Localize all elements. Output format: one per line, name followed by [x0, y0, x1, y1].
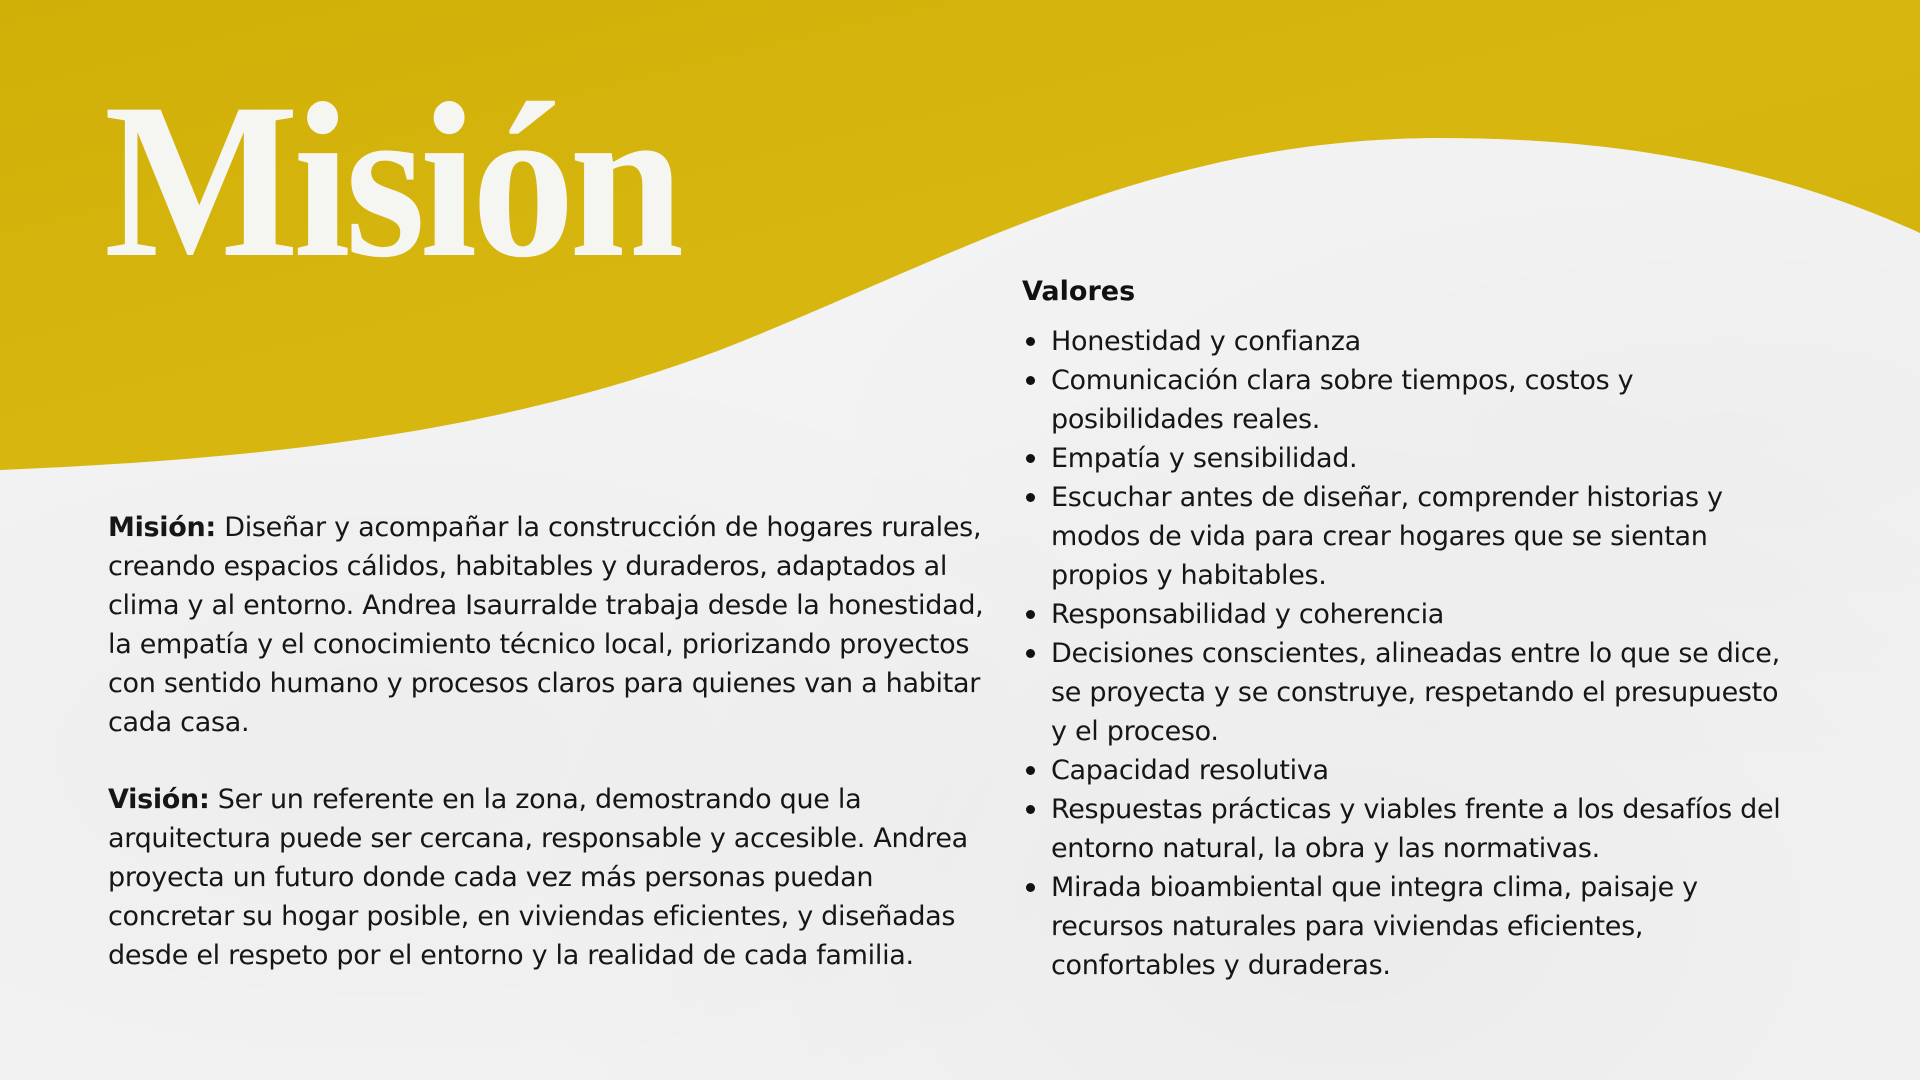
list-item-text: Decisiones conscientes, alineadas entre lo que se dice, se proyecta y se construye, respetando el presupuesto y el proceso.	[1051, 638, 1780, 747]
bullet-icon	[1026, 883, 1035, 892]
list-item	[1022, 322, 1782, 361]
valores-heading: Valores	[1022, 276, 1136, 307]
bullet-icon	[1026, 610, 1035, 619]
list-item-text: Respuestas prácticas y viables frente a los desafíos del entorno natural, la obra y las normativas.	[1051, 794, 1781, 864]
list-item-text: Mirada bioambiental que integra clima, paisaje y recursos naturales para viviendas eficientes, confortables y duraderas.	[1051, 872, 1698, 981]
vision-label: Visión:	[108, 784, 210, 815]
mision-label: Misión:	[108, 512, 216, 543]
list-item-text: Honestidad y confianza	[1051, 326, 1361, 357]
list-item-text: Responsabilidad y coherencia	[1051, 599, 1445, 630]
list-item	[1022, 868, 1782, 985]
bullet-icon	[1026, 376, 1035, 385]
bullet-icon	[1026, 454, 1035, 463]
list-item	[1022, 595, 1782, 634]
list-item	[1022, 751, 1782, 790]
bullet-icon	[1026, 649, 1035, 658]
list-item-text: Escuchar antes de diseñar, comprender historias y modos de vida para crear hogares que se sientan propios y habitables.	[1051, 482, 1723, 591]
list-item	[1022, 790, 1782, 868]
list-item	[1022, 478, 1782, 595]
list-item	[1022, 361, 1782, 439]
list-item-text: Capacidad resolutiva	[1051, 755, 1329, 786]
mision-text: Diseñar y acompañar la construcción de hogares rurales, creando espacios cálidos, habitables y duraderos, adaptados al clima y al entorno. Andrea Isaurralde trabaja desde la honestidad, la empatía y el conocimiento técnico local, priorizando proyectos con sentido humano y procesos claros para quienes van a habitar cada casa.	[108, 512, 984, 738]
list-item-text: Comunicación clara sobre tiempos, costos y posibilidades reales.	[1051, 365, 1634, 435]
mision-paragraph	[108, 508, 988, 742]
valores-list	[1022, 322, 1782, 985]
list-item	[1022, 439, 1782, 478]
bullet-icon	[1026, 493, 1035, 502]
list-item-text: Empatía y sensibilidad.	[1051, 443, 1358, 474]
vision-paragraph	[108, 780, 988, 975]
bullet-icon	[1026, 766, 1035, 775]
list-item	[1022, 634, 1782, 751]
page-title: Misión	[104, 58, 679, 304]
bullet-icon	[1026, 805, 1035, 814]
vision-text: Ser un referente en la zona, demostrando que la arquitectura puede ser cercana, responsable y accesible. Andrea proyecta un futuro donde cada vez más personas puedan concretar su hogar posible, en viviendas eficientes, y diseñadas desde el respeto por el entorno y la realidad de cada familia.	[108, 784, 968, 971]
bullet-icon	[1026, 337, 1035, 346]
